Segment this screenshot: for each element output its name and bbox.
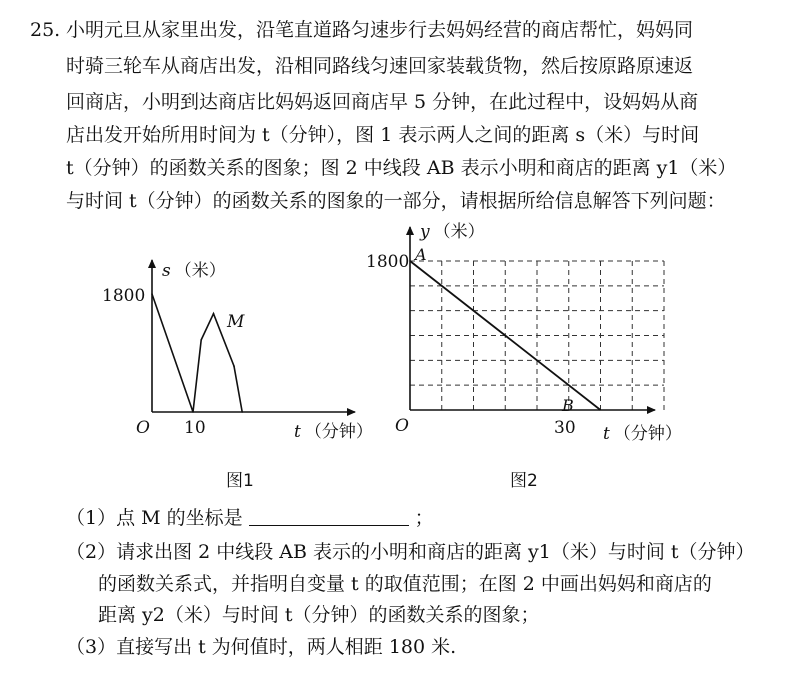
question-1 <box>66 507 434 529</box>
fig1-data-point <box>151 293 153 295</box>
fig1-origin: O <box>136 418 150 438</box>
question-2-line-3: 距离 y2（米）与时间 t（分钟）的函数关系的图象； <box>98 604 540 626</box>
figure-1 <box>100 240 380 450</box>
fig1-y-tick: 1800 <box>102 286 146 306</box>
question-2-line-1: （2）请求出图 2 中线段 AB 表示的小明和商店的距离 y1（米）与时间 t（分钟） <box>66 541 755 563</box>
fig1-data-point <box>200 339 202 341</box>
fig1-data-point <box>213 313 215 315</box>
fig2-point-b: B <box>562 396 574 415</box>
question-2-line-2: 的函数关系式，并指明自变量 t 的取值范围；在图 2 中画出妈妈和商店的 <box>98 573 712 595</box>
fig1-x-tick: 10 <box>184 418 206 438</box>
fig2-y-label: y （米） <box>420 222 485 242</box>
problem-number: 25. <box>30 19 61 41</box>
fig2-x-tick: 30 <box>554 418 576 438</box>
fig2-y-tick: 1800 <box>366 252 410 272</box>
problem-line-2: 时骑三轮车从商店出发，沿相同路线匀速回家装载货物，然后按原路原速返 <box>66 55 694 77</box>
fig1-y-label: s （米） <box>162 261 226 281</box>
fig2-x-label: t （分钟） <box>603 424 682 444</box>
problem-line-6: 与时间 t（分钟）的函数关系的图象的一部分，请根据所给信息解答下列问题： <box>66 190 726 212</box>
figure-2 <box>360 215 700 450</box>
question-1-suffix: ； <box>414 507 434 529</box>
problem-line-1: 小明元旦从家里出发，沿笔直道路匀速步行去妈妈经营的商店帮忙，妈妈同 <box>66 19 694 41</box>
problem-line-3: 回商店，小明到达商店比妈妈返回商店早 5 分钟，在此过程中，设妈妈从商 <box>66 91 699 113</box>
question-1-prefix: （1）点 M 的坐标是 <box>66 507 243 529</box>
fig1-data-point <box>233 365 235 367</box>
figure-1-caption: 图1 <box>226 471 254 491</box>
fig1-x-label: t （分钟） <box>294 422 373 442</box>
fig2-origin: O <box>395 416 409 436</box>
fig1-point-m: M <box>227 312 245 332</box>
question-3: （3）直接写出 t 为何值时，两人相距 180 米. <box>66 636 457 658</box>
answer-blank[interactable] <box>249 507 409 526</box>
problem-line-5: t（分钟）的函数关系的图象；图 2 中线段 AB 表示小明和商店的距离 y1（米） <box>66 157 737 179</box>
figure-2-caption: 图2 <box>510 471 538 491</box>
problem-line-4: 店出发开始所用时间为 t（分钟），图 1 表示两人之间的距离 s（米）与时间 <box>66 124 700 146</box>
fig2-point-a: A <box>415 245 427 264</box>
fig1-data-point <box>192 411 194 413</box>
fig1-data-point <box>241 411 243 413</box>
